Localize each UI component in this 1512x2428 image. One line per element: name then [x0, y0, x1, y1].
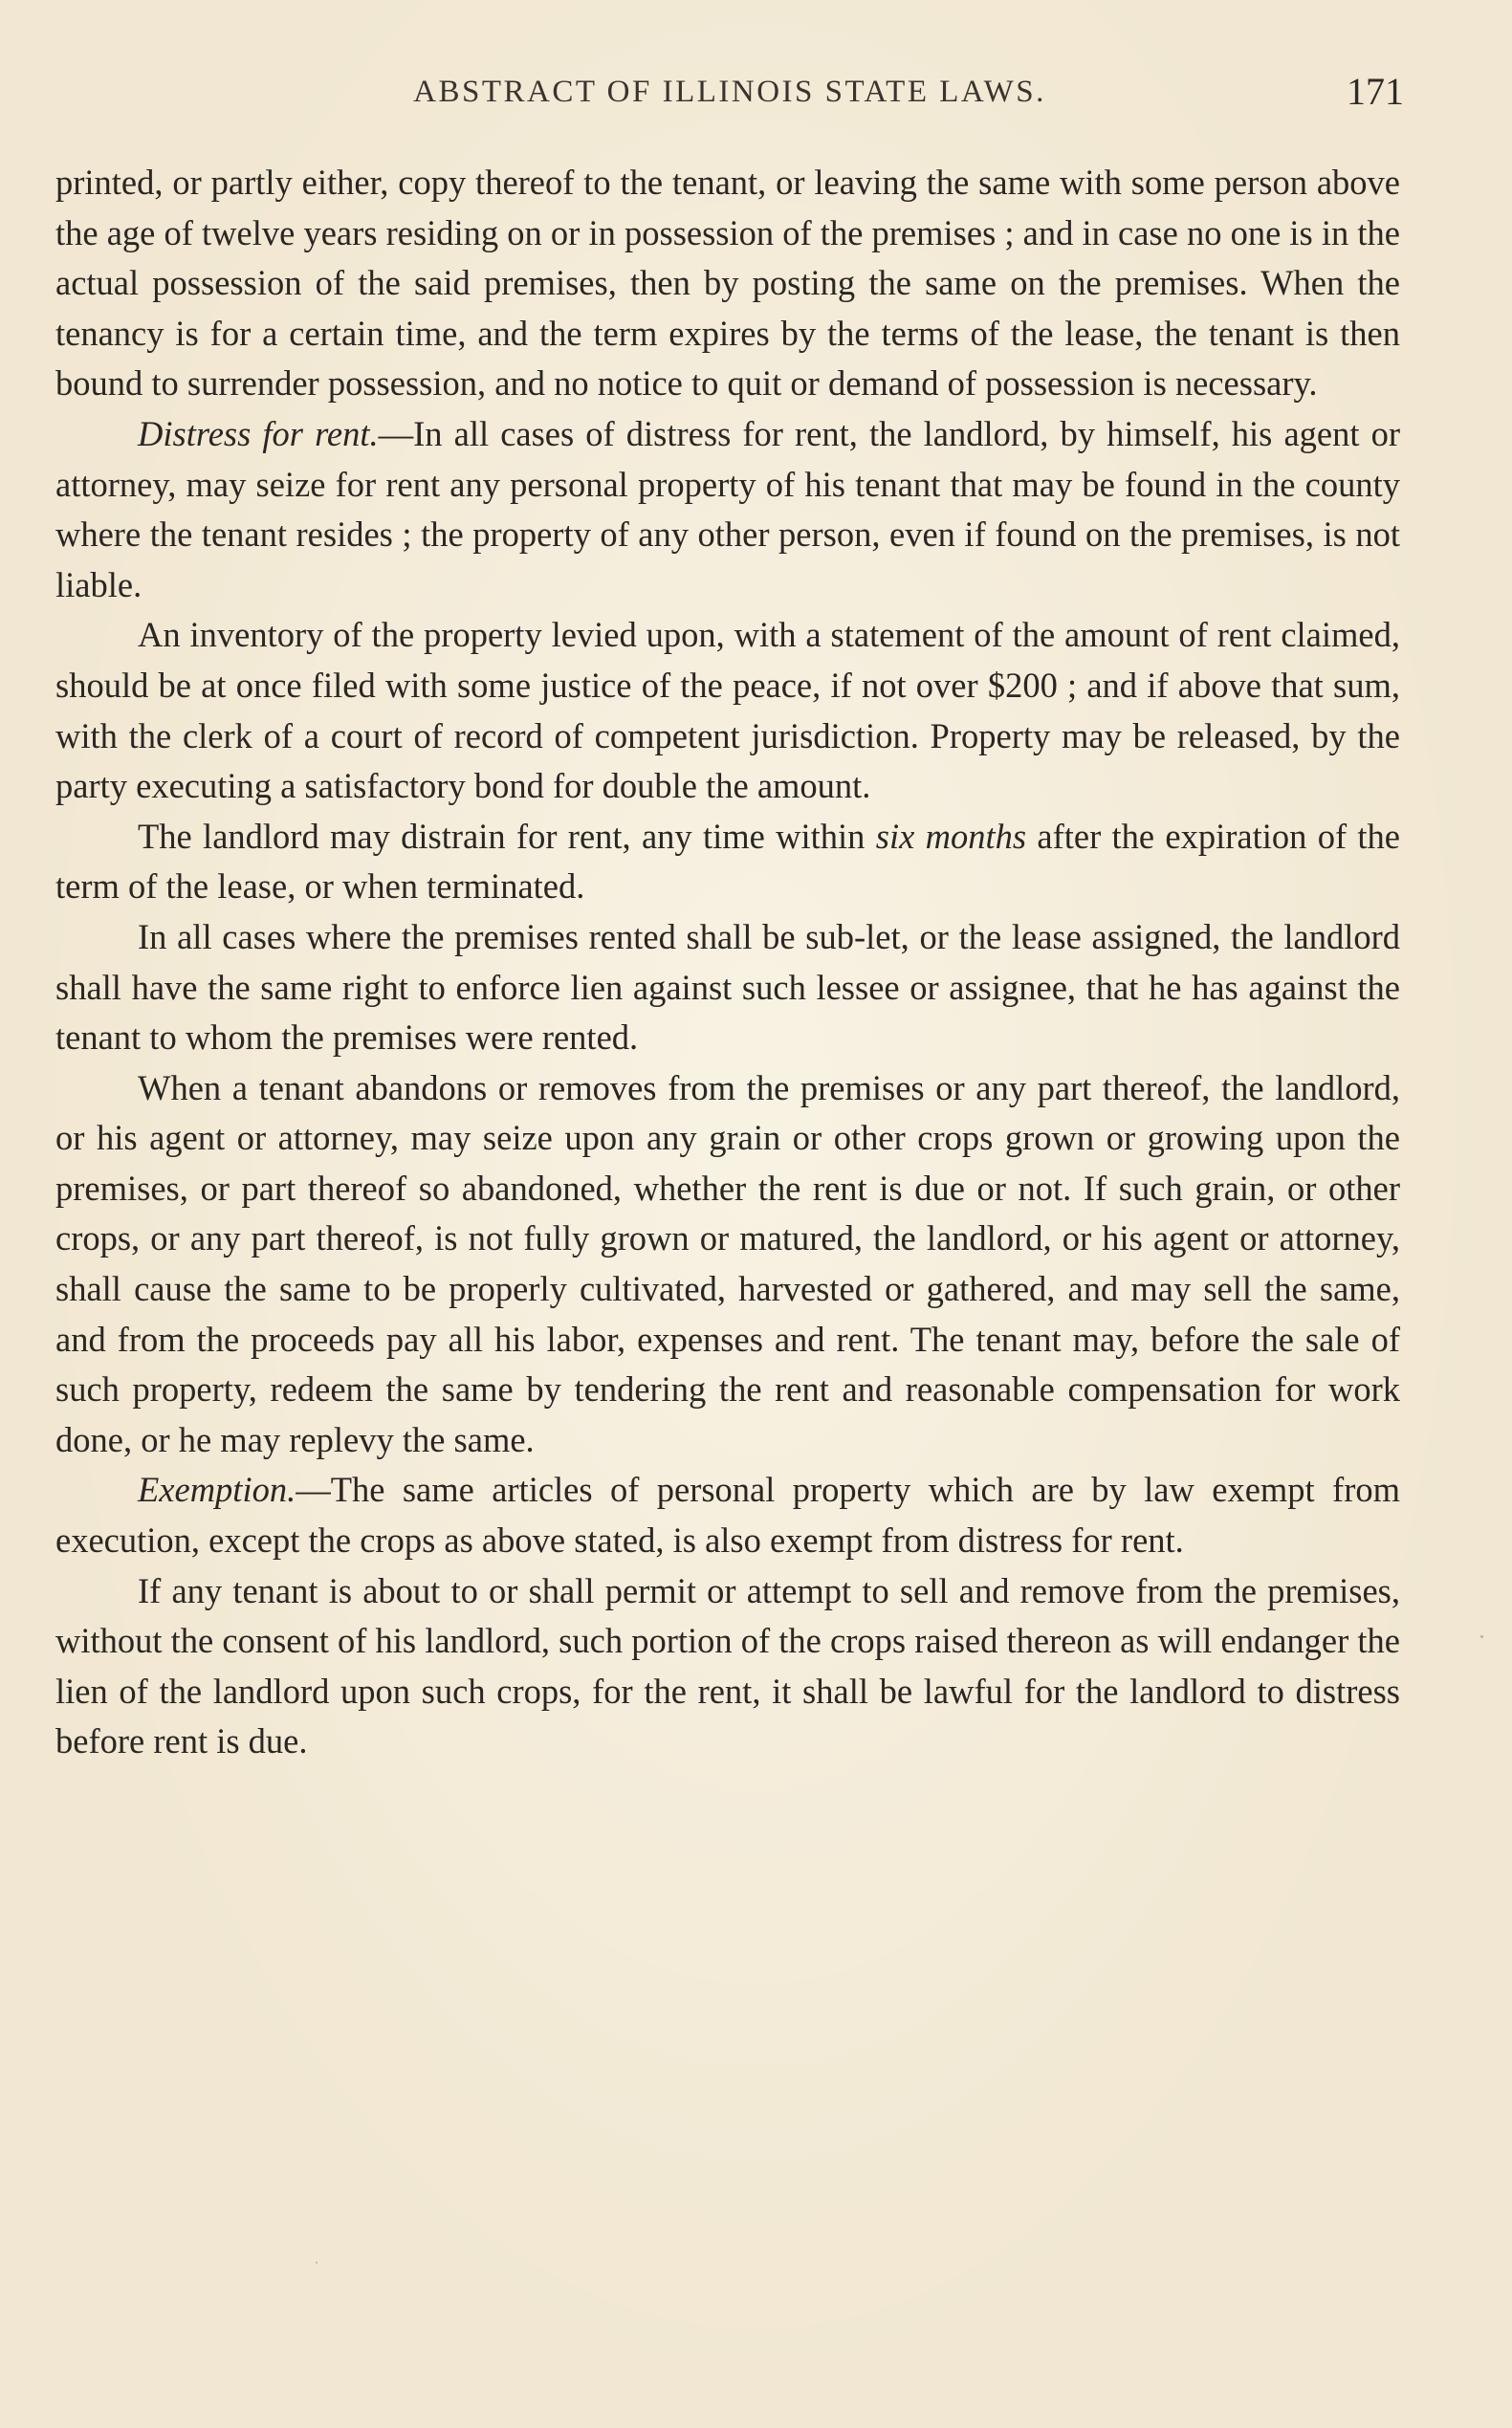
paragraph-text: printed, or partly either, copy thereof to the tenant, or leaving the same with some person above the age of twelve years residing on or in possession of the premises ; and in case no one is in the actual possession of the said premises, then by posting the same on the premises. When the tenancy is for a certain time, and the term expires by the terms of the lease, the tenant is then bound to surrender possession, and no notice to quit or demand of possession is necessary. — [55, 163, 1400, 404]
paragraph-distress-for-rent — [55, 409, 1400, 610]
paragraph-removal-of-crops — [55, 1566, 1400, 1767]
paragraph-text: An inventory of the property levied upon, with a statement of the amount of rent claimed, should be at once filed with some justice of the peace, if not over $200 ; and if above that sum, with the clerk of a court of record of competent jurisdiction. Property may be released, by the party executing a satisfactory bond for double the amount. — [55, 615, 1400, 806]
paragraph-text: If any tenant is about to or shall permit or attempt to sell and remove from the premises, without the consent of his landlord, such portion of the crops raised thereon as will endanger the lien of the landlord upon such crops, for the rent, it shall be lawful for the landlord to distress before rent is due. — [55, 1570, 1400, 1761]
body-text — [55, 158, 1400, 1767]
paragraph-text: —In all cases of distress for rent, the landlord, by himself, his agent or attorney, may seize for rent any personal property of his tenant that may be found in the county where the tenant resides ; the property of any other person, even if found on the premises, is not liable. — [55, 413, 1400, 604]
paragraph-text: The landlord may distrain for rent, any time within — [138, 816, 876, 856]
paragraph-text: —The same articles of personal property which are by law exempt from execution, except the crops as above stated, is also exempt from distress for rent. — [55, 1470, 1400, 1561]
paragraph-inventory — [55, 610, 1400, 811]
running-head: ABSTRACT OF ILLINOIS STATE LAWS. — [413, 75, 1046, 109]
emphasis-six-months: six months — [875, 816, 1027, 856]
paragraph-continuation — [55, 158, 1400, 409]
page-header — [55, 70, 1404, 122]
paper-speck — [316, 2262, 318, 2264]
paragraph-text: In all cases where the premises rented shall be sub-let, or the lease assigned, the landlord shall have the same right to enforce lien against such lessee or assignee, that he has against the tenant to whom the premises were rented. — [55, 916, 1400, 1058]
paragraph-sub-let — [55, 912, 1400, 1063]
section-heading-exemption: Exemption. — [138, 1470, 296, 1510]
paragraph-text: When a tenant abandons or removes from the premises or any part thereof, the landlord, or his agent or attorney, may seize upon any grain or other crops grown or growing upon the premises, or part thereof so abandoned, whether the rent is due or not. If such grain, or other crops, or any part thereof, is not fully grown or matured, the landlord, or his agent or attorney, shall cause the same to be properly cultivated, harvested or gathered, and may sell the same, and from the proceeds pay all his labor, expenses and rent. The tenant may, before the sale of such property, redeem the same by tendering the rent and reasonable compensation for work done, or he may replevy the same. — [55, 1067, 1400, 1459]
paragraph-six-months — [55, 812, 1400, 912]
paragraph-abandonment — [55, 1063, 1400, 1466]
paper-speck — [1480, 1635, 1483, 1638]
section-heading-distress-for-rent: Distress for rent. — [138, 413, 379, 453]
paragraph-text: after the expiration of the term of the lease, or when terminated. — [55, 816, 1401, 907]
paragraph-exemption — [55, 1465, 1400, 1565]
page-number: 171 — [1347, 70, 1404, 113]
